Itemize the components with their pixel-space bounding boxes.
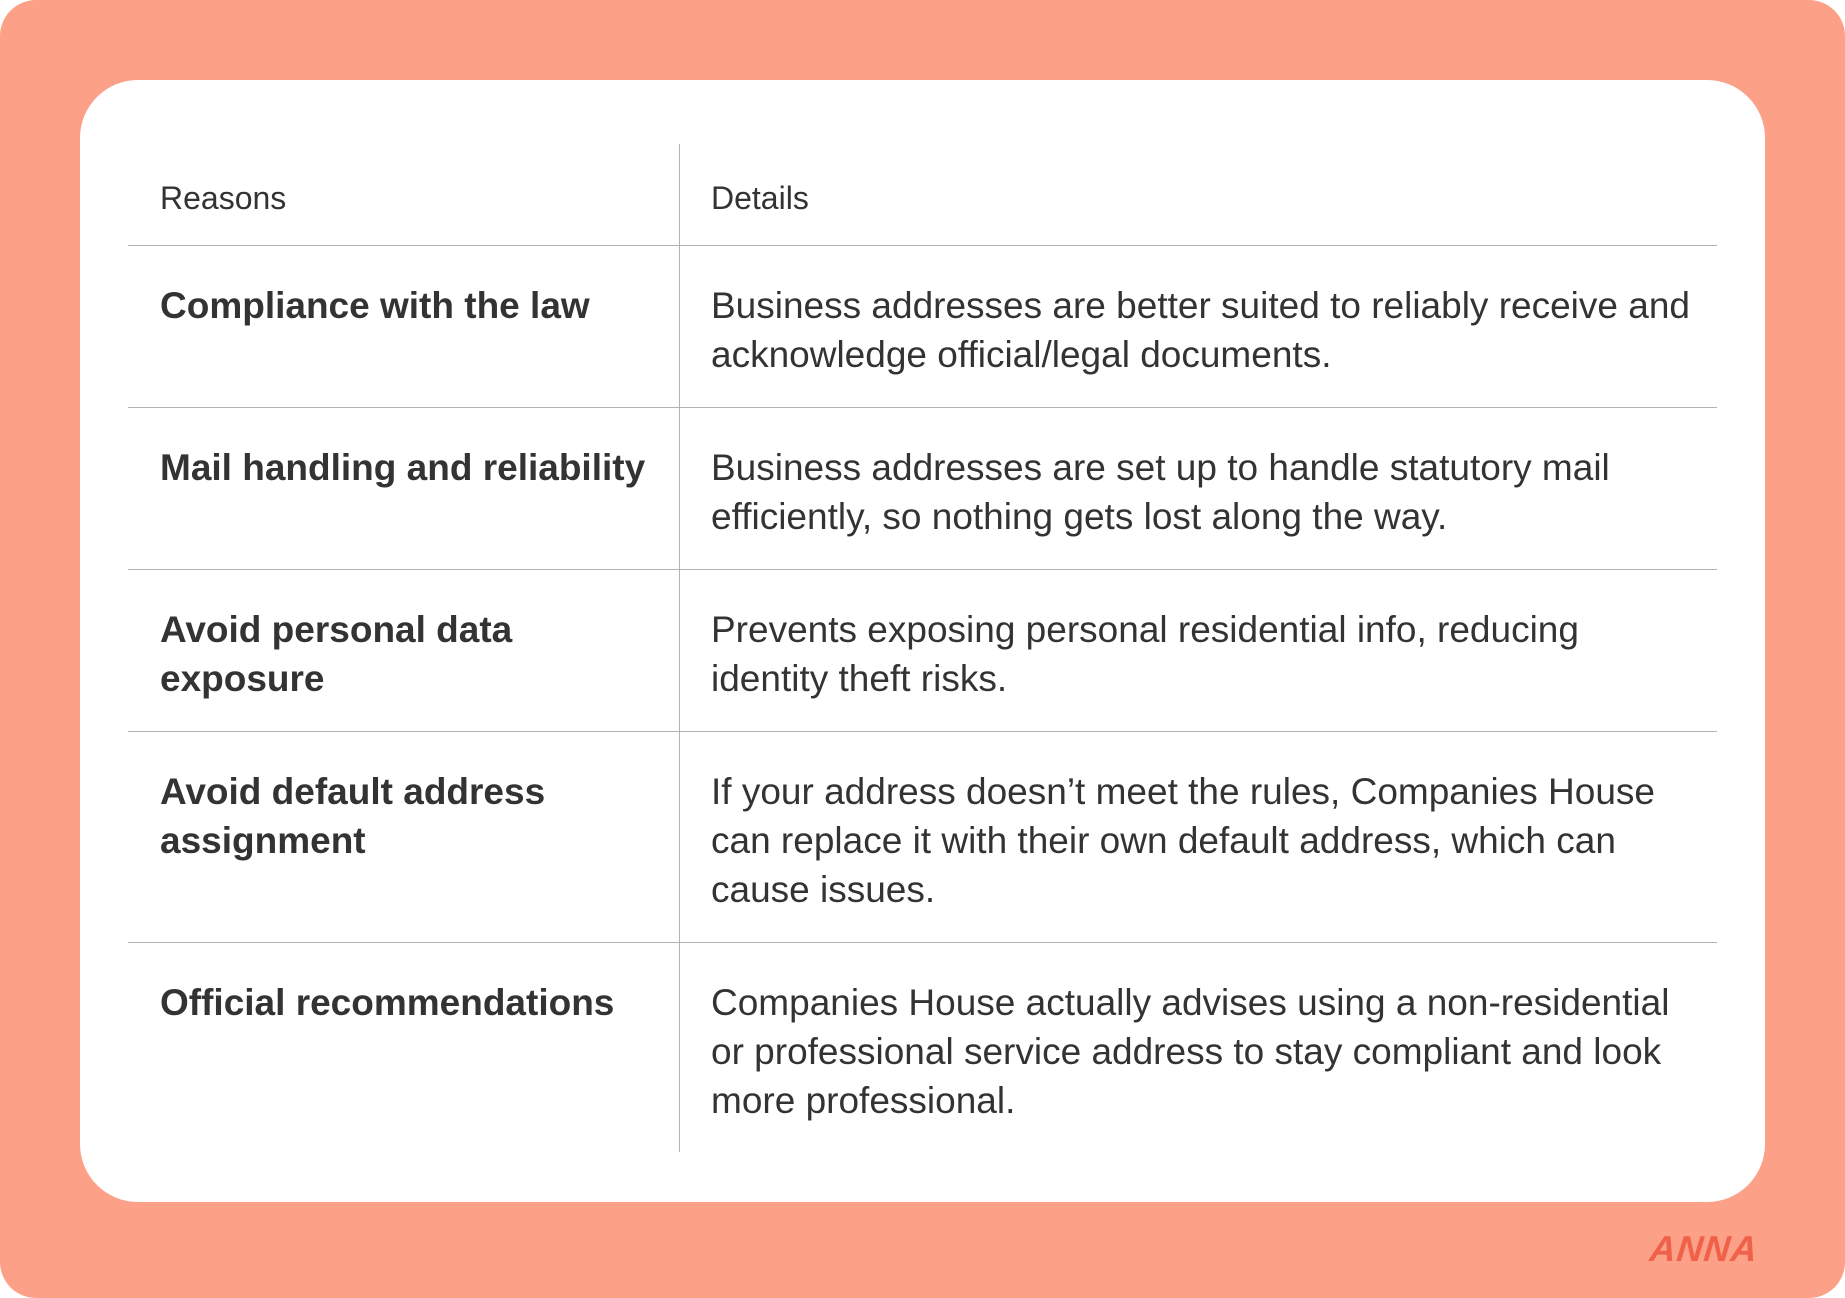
table-header-row: [128, 144, 1717, 246]
reason-cell: Official recommendations: [160, 982, 615, 1023]
column-divider: [679, 144, 680, 1152]
table-row: [128, 408, 1717, 570]
detail-cell: Business addresses are set up to handle statutory mail efficiently, so nothing gets lost along the way.: [711, 447, 1610, 537]
table-row: [128, 246, 1717, 408]
table-row: [128, 732, 1717, 943]
anna-logo: ANNA: [1647, 1228, 1761, 1269]
detail-cell: Companies House actually advises using a non-residential or professional service address to stay compliant and look more professional.: [711, 982, 1670, 1121]
reason-cell: Mail handling and reliability: [160, 447, 646, 488]
table-row: [128, 570, 1717, 732]
reasons-table: [128, 144, 1717, 1154]
table-card: [80, 80, 1765, 1202]
header-reasons: Reasons: [160, 180, 287, 216]
reason-cell: Avoid personal data exposure: [160, 609, 513, 699]
table-row: [128, 943, 1717, 1154]
detail-cell: Business addresses are better suited to reliably receive and acknowledge official/legal documents.: [711, 285, 1690, 375]
reason-cell: Avoid default address assignment: [160, 771, 546, 861]
detail-cell: If your address doesn’t meet the rules, Companies House can replace it with their own default address, which can cause issues.: [711, 771, 1655, 910]
reason-cell: Compliance with the law: [160, 285, 590, 326]
header-details: Details: [711, 180, 809, 216]
detail-cell: Prevents exposing personal residential info, reducing identity theft risks.: [711, 609, 1579, 699]
